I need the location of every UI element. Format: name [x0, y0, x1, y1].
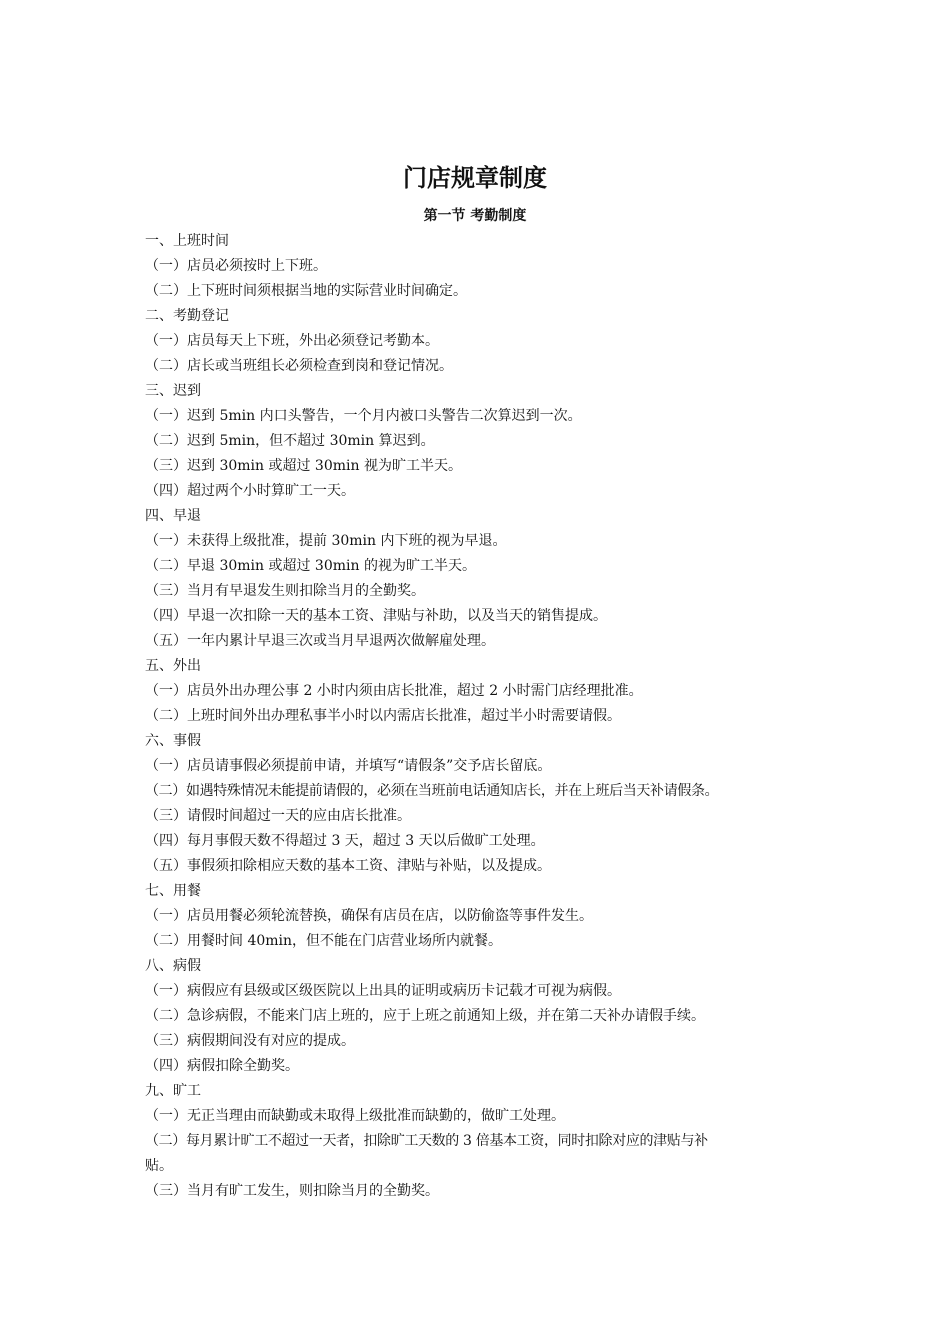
rule-item: （二）店长或当班组长必须检查到岗和登记情况。 — [145, 358, 453, 374]
rule-item: （二）上班时间外出办理私事半小时以内需店长批准，超过半小时需要请假。 — [145, 708, 621, 724]
rule-item: （一）病假应有县级或区级医院以上出具的证明或病历卡记载才可视为病假。 — [145, 983, 621, 999]
rule-item: （二）早退 30min 或超过 30min 的视为旷工半天。 — [145, 558, 476, 574]
heading-meals: 七、用餐 — [145, 883, 201, 899]
rule-item: （五）一年内累计早退三次或当月早退两次做解雇处理。 — [145, 633, 495, 649]
heading-going-out: 五、外出 — [145, 658, 201, 674]
rule-item: （三）迟到 30min 或超过 30min 视为旷工半天。 — [145, 458, 462, 474]
rule-item: （一）店员请事假必须提前申请，并填写“请假条”交予店长留底。 — [145, 758, 552, 774]
rule-item: （一）店员必须按时上下班。 — [145, 258, 327, 274]
rule-item: （二）如遇特殊情况未能提前请假的，必须在当班前电话通知店长，并在上班后当天补请假条。 — [145, 783, 719, 799]
rule-item: （三）请假时间超过一天的应由店长批准。 — [145, 808, 411, 824]
rule-item: （三）当月有早退发生则扣除当月的全勤奖。 — [145, 583, 425, 599]
rule-item: （三）病假期间没有对应的提成。 — [145, 1033, 355, 1049]
heading-personal-leave: 六、事假 — [145, 733, 201, 749]
rule-item: （一）店员用餐必须轮流替换，确保有店员在店，以防偷盗等事件发生。 — [145, 908, 593, 924]
section-title: 第一节 考勤制度 — [423, 208, 527, 224]
rule-item: （三）当月有旷工发生，则扣除当月的全勤奖。 — [145, 1183, 439, 1199]
heading-work-hours: 一、上班时间 — [145, 233, 229, 249]
rule-item: （四）病假扣除全勤奖。 — [145, 1058, 299, 1074]
rule-item: （四）超过两个小时算旷工一天。 — [145, 483, 355, 499]
heading-lateness: 三、迟到 — [145, 383, 201, 399]
rule-item-continuation: 贴。 — [145, 1158, 173, 1174]
heading-sick-leave: 八、病假 — [145, 958, 201, 974]
rule-item: （二）用餐时间 40min，但不能在门店营业场所内就餐。 — [145, 933, 503, 949]
rule-item: （一）店员外出办理公事 2 小时内须由店长批准，超过 2 小时需门店经理批准。 — [145, 683, 643, 699]
rule-item: （二）迟到 5min，但不超过 30min 算迟到。 — [145, 433, 435, 449]
heading-absenteeism: 九、旷工 — [145, 1083, 201, 1099]
rule-item: （四）早退一次扣除一天的基本工资、津贴与补助，以及当天的销售提成。 — [145, 608, 607, 624]
rule-item: （二）上下班时间须根据当地的实际营业时间确定。 — [145, 283, 467, 299]
rule-item: （四）每月事假天数不得超过 3 天，超过 3 天以后做旷工处理。 — [145, 833, 545, 849]
document-body — [145, 229, 825, 1204]
heading-attendance-record: 二、考勤登记 — [145, 308, 229, 324]
rule-item: （一）店员每天上下班，外出必须登记考勤本。 — [145, 333, 439, 349]
heading-early-leave: 四、早退 — [145, 508, 201, 524]
rule-item: （五）事假须扣除相应天数的基本工资、津贴与补贴，以及提成。 — [145, 858, 551, 874]
rule-item: （二）急诊病假，不能来门店上班的，应于上班之前通知上级，并在第二天补办请假手续。 — [145, 1008, 705, 1024]
document-title: 门店规章制度 — [403, 164, 547, 192]
rule-item: （二）每月累计旷工不超过一天者，扣除旷工天数的 3 倍基本工资，同时扣除对应的津贴与补 — [145, 1133, 708, 1149]
rule-item: （一）迟到 5min 内口头警告，一个月内被口头警告二次算迟到一次。 — [145, 408, 582, 424]
rule-item: （一）未获得上级批准，提前 30min 内下班的视为早退。 — [145, 533, 507, 549]
rule-item: （一）无正当理由而缺勤或未取得上级批准而缺勤的，做旷工处理。 — [145, 1108, 565, 1124]
